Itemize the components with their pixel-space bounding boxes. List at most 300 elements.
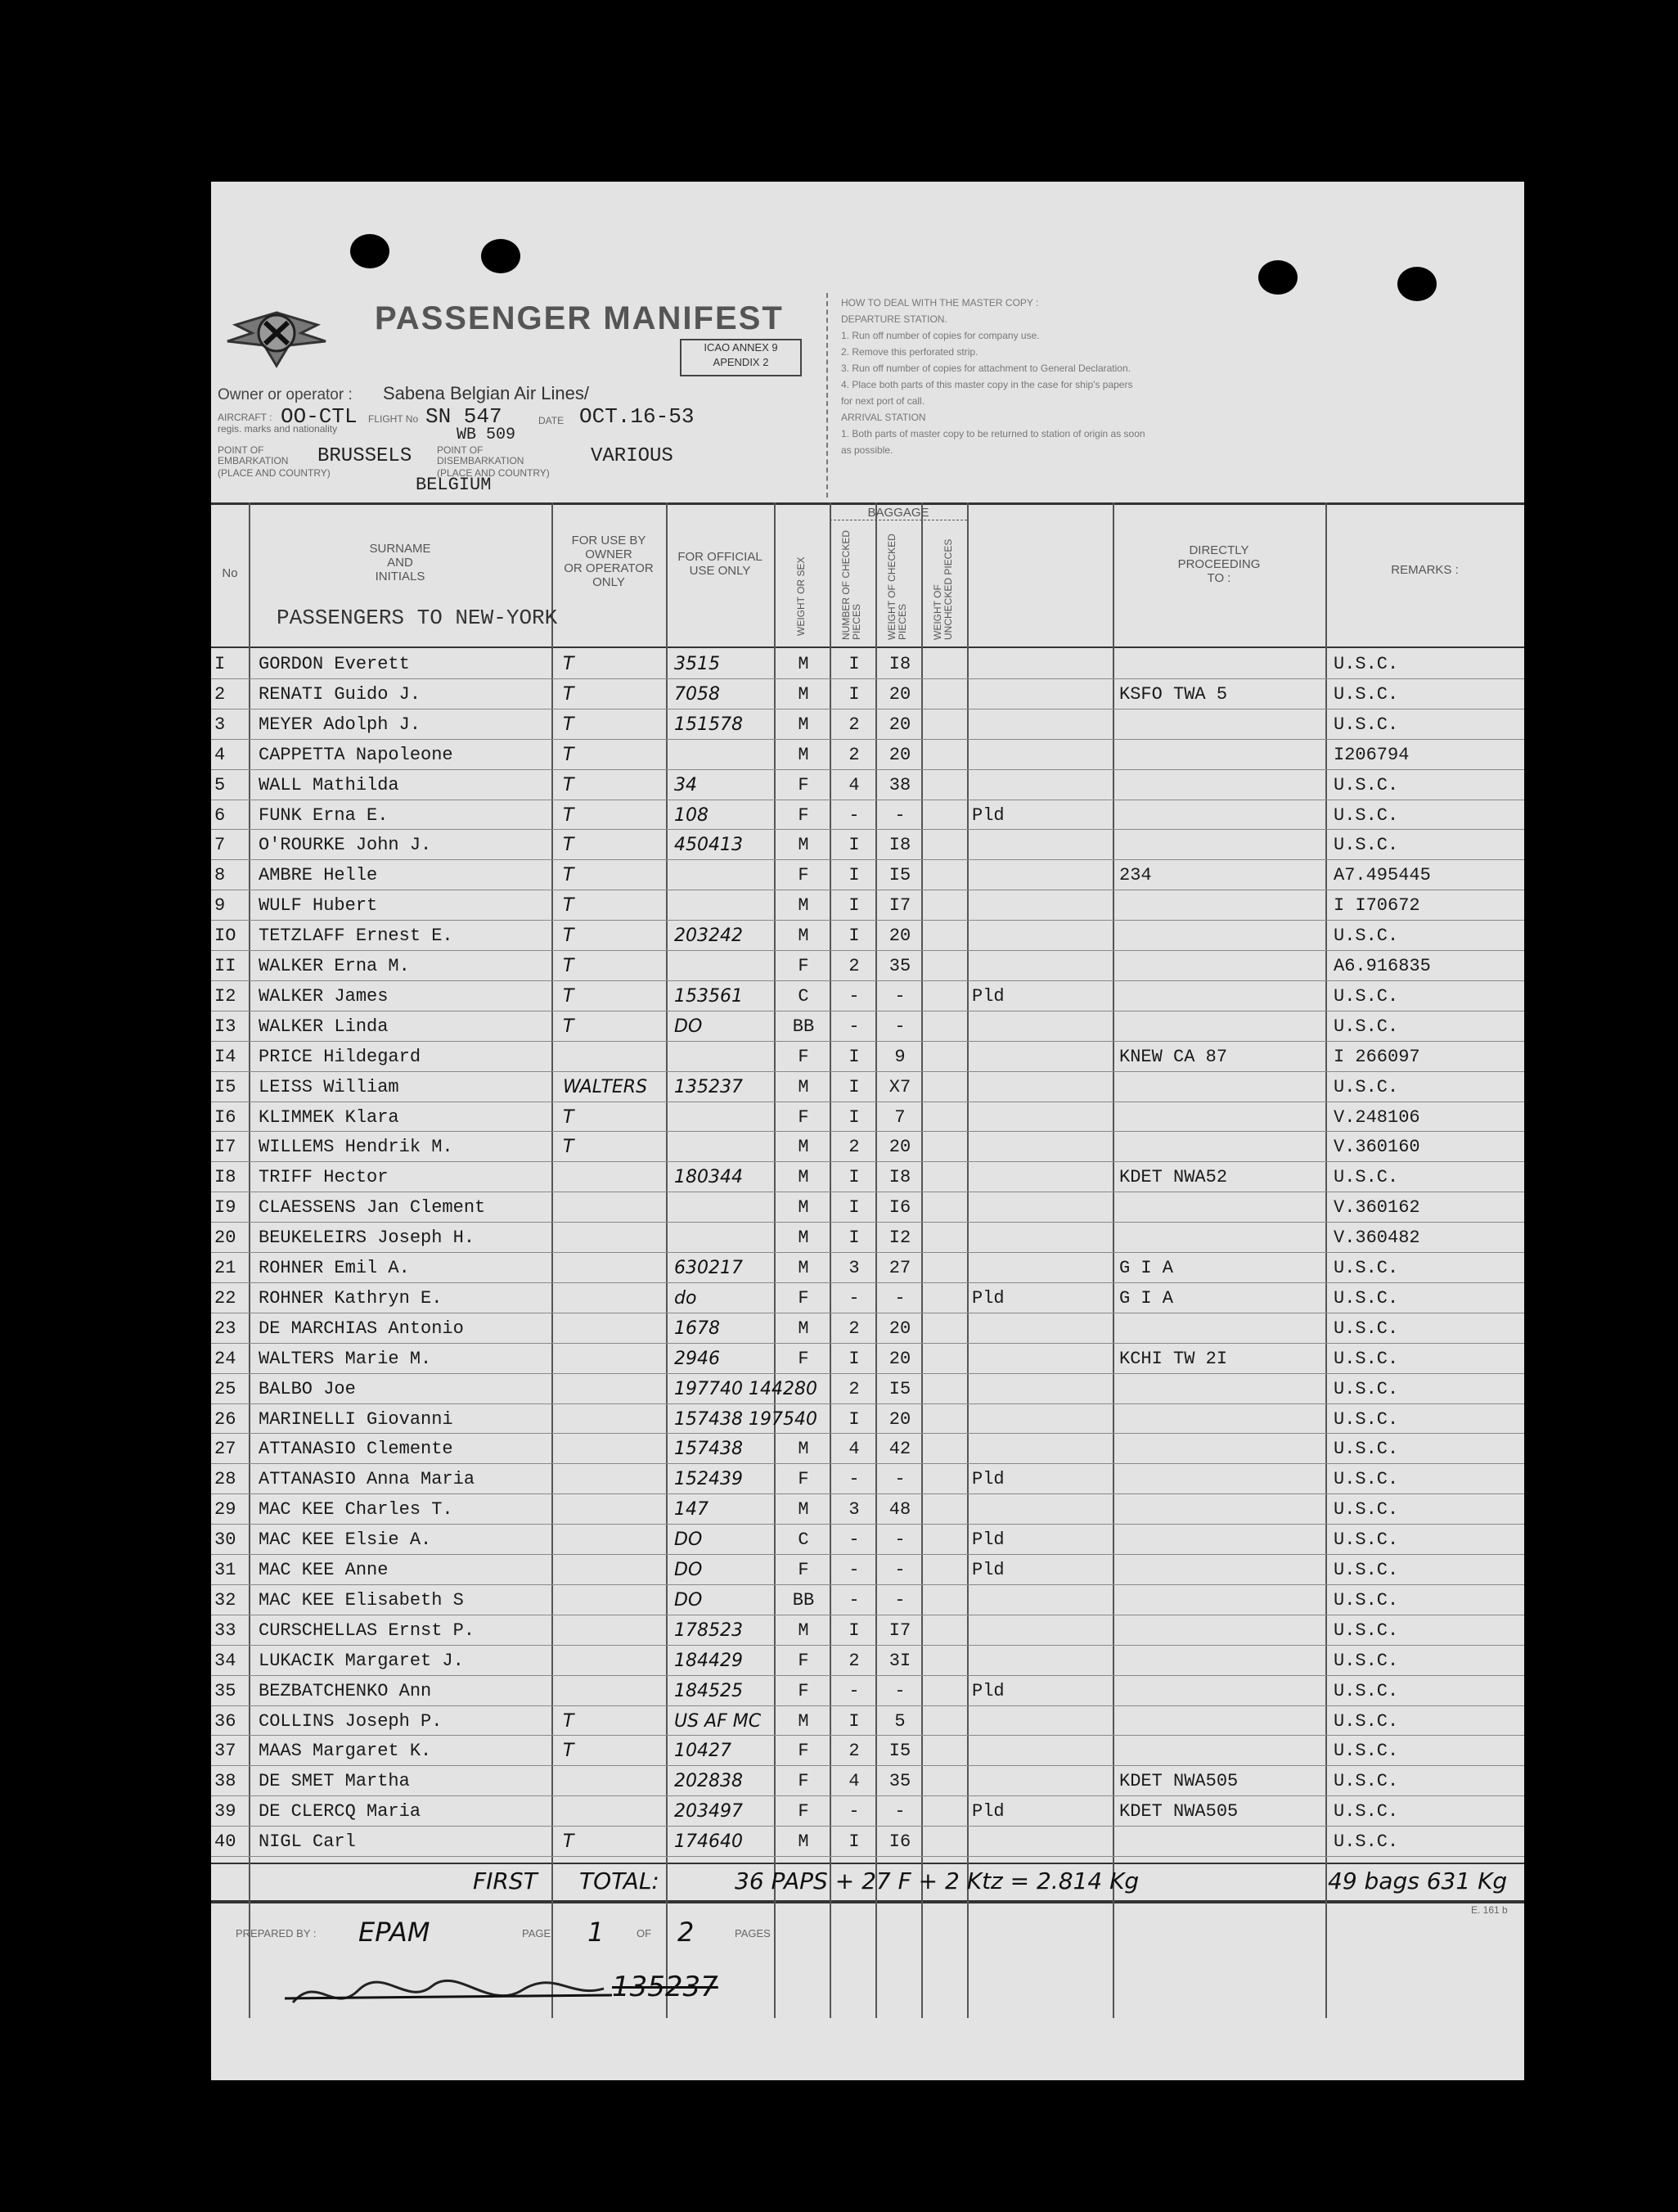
row-no: 6 <box>214 804 226 826</box>
row-no: 29 <box>214 1499 236 1520</box>
checked-pieces: 2 <box>848 714 860 735</box>
weight-or-sex: F <box>798 1560 809 1580</box>
checked-weight: 42 <box>888 1439 911 1460</box>
checked-weight: - <box>894 985 906 1007</box>
weight-or-sex: M <box>798 1499 809 1520</box>
proceeding-to: KDET NWA505 <box>1119 1771 1239 1792</box>
proceeding-to <box>1119 1586 1324 1615</box>
of-label: OF <box>637 1927 652 1939</box>
totals-bags: 49 bags 631 Kg <box>1328 1867 1508 1894</box>
owner-use-mark <box>563 1043 661 1072</box>
proceeding-to: G I A <box>1119 1287 1174 1309</box>
unchecked-weight <box>972 831 1046 860</box>
weight-or-sex: BB <box>792 1016 815 1037</box>
unchecked-weight <box>972 921 1046 951</box>
owner-use-mark: T <box>563 714 574 735</box>
col-header-surname-line: AND <box>387 556 413 570</box>
row-no: I5 <box>214 1076 236 1097</box>
column-divider <box>830 502 831 2018</box>
row-no: 36 <box>214 1710 236 1732</box>
checked-pieces: 2 <box>848 1650 860 1671</box>
remarks: U.S.C. <box>1334 1710 1399 1732</box>
owner-use-mark <box>563 1495 661 1525</box>
row-no: 35 <box>214 1680 236 1701</box>
owner-use-mark: T <box>563 1741 574 1762</box>
passenger-name: LUKACIK Margaret J. <box>259 1650 464 1671</box>
checked-pieces: - <box>848 1469 860 1490</box>
passenger-name: MARINELLI Giovanni <box>259 1408 453 1430</box>
column-divider <box>666 502 668 2018</box>
unchecked-weight <box>972 1012 1046 1042</box>
passenger-name: LEISS William <box>259 1076 399 1097</box>
checked-pieces: 3 <box>848 1258 860 1278</box>
row-no: 28 <box>214 1469 236 1490</box>
column-divider <box>967 502 969 2018</box>
weight-or-sex <box>781 1405 826 1435</box>
proceeding-to: KDET NWA52 <box>1119 1167 1228 1188</box>
official-use-number: 174640 <box>674 1831 743 1853</box>
weight-or-sex: F <box>798 1801 809 1822</box>
col-header-remarks: REMARKS : <box>1391 563 1459 577</box>
official-use-number: do <box>674 1287 697 1309</box>
unchecked-weight <box>972 1073 1046 1102</box>
passenger-name: GORDON Everett <box>259 654 410 674</box>
checked-weight: - <box>894 1529 906 1551</box>
checked-weight: 20 <box>888 1137 911 1158</box>
row-no: 23 <box>214 1318 236 1339</box>
checked-weight: I7 <box>888 1620 911 1641</box>
official-use-number: DO <box>674 1560 703 1580</box>
proceeding-to <box>1119 1193 1324 1223</box>
prepared-label: PREPARED BY : <box>236 1927 317 1939</box>
remarks: U.S.C. <box>1334 1801 1399 1822</box>
proceeding-to <box>1119 1405 1324 1435</box>
official-use-number: DO <box>674 1016 703 1037</box>
row-no: I4 <box>214 1046 236 1067</box>
owner-use-mark: T <box>563 1016 574 1037</box>
checked-pieces: I <box>848 1167 860 1188</box>
embark-country: BELGIUM <box>416 475 492 495</box>
weight-or-sex: M <box>798 1620 809 1641</box>
owner-use-mark <box>563 1193 661 1223</box>
unchecked-weight <box>972 1314 1046 1344</box>
unchecked-weight <box>972 1495 1046 1525</box>
checked-weight: 20 <box>888 926 911 947</box>
official-use-number: 180344 <box>674 1167 743 1188</box>
official-use-number: 197740 144280 <box>674 1378 817 1399</box>
row-no: 5 <box>214 774 226 795</box>
instruction-line: 3. Run off number of copies for attachment to General Declaration. <box>841 363 1131 374</box>
owner-use-mark <box>563 1767 661 1796</box>
weight-or-sex: F <box>798 1469 809 1490</box>
passenger-name: DE SMET Martha <box>259 1771 410 1792</box>
checked-weight: - <box>894 1589 906 1611</box>
checked-weight: I7 <box>888 895 911 917</box>
unchecked-weight <box>972 891 1046 921</box>
passenger-name: MAC KEE Elsie A. <box>259 1529 432 1551</box>
checked-pieces: - <box>848 1801 860 1822</box>
remarks: U.S.C. <box>1334 1831 1399 1853</box>
col-header-weight-unchecked: WEIGHT OF UNCHECKED PIECES <box>932 538 954 640</box>
checked-pieces: - <box>848 1589 860 1611</box>
col-header-weight-sex: WEIGHT OR SEX <box>795 556 807 636</box>
owner-use-mark <box>563 1647 661 1676</box>
unchecked-weight <box>972 1375 1046 1404</box>
unchecked-weight: Pld <box>972 804 1005 826</box>
signature-number: 135237 <box>612 1971 718 2003</box>
passenger-name: WULF Hubert <box>259 895 378 917</box>
owner-use-mark <box>563 1375 661 1404</box>
remarks: I206794 <box>1334 744 1410 765</box>
weight-or-sex: F <box>798 1741 809 1762</box>
owner-label: Owner or operator : <box>218 386 353 403</box>
passenger-name: WALKER Erna M. <box>259 956 410 976</box>
row-no: 24 <box>214 1348 236 1369</box>
owner-use-mark: T <box>563 683 574 705</box>
totals-first: FIRST <box>473 1867 538 1894</box>
unchecked-weight <box>972 771 1046 800</box>
unchecked-weight <box>972 1103 1046 1133</box>
proceeding-to <box>1119 1375 1324 1404</box>
row-no: 39 <box>214 1801 236 1822</box>
instruction-line: as possible. <box>841 444 893 456</box>
checked-pieces: I <box>848 865 860 886</box>
row-no: 30 <box>214 1529 236 1551</box>
remarks: U.S.C. <box>1334 1167 1399 1188</box>
passenger-name: MAAS Margaret K. <box>259 1741 432 1762</box>
owner-use-mark: T <box>563 985 574 1007</box>
manifest-sheet <box>211 182 1524 2080</box>
proceeding-to <box>1119 952 1324 981</box>
proceeding-to <box>1119 1556 1324 1585</box>
proceeding-to <box>1119 891 1324 921</box>
official-use-number: 178523 <box>674 1620 743 1641</box>
passenger-name: MAC KEE Charles T. <box>259 1499 453 1520</box>
remarks: V.248106 <box>1334 1106 1420 1128</box>
col-header-owner-use <box>551 534 666 589</box>
checked-weight: 5 <box>894 1710 906 1732</box>
row-no: II <box>214 956 236 976</box>
checked-weight: I8 <box>888 1167 911 1188</box>
proceeding-to <box>1119 1616 1324 1646</box>
checked-pieces: - <box>848 985 860 1007</box>
proceeding-to <box>1119 1435 1324 1464</box>
weight-or-sex: F <box>798 1106 809 1128</box>
official-use-number: 184429 <box>674 1650 743 1671</box>
checked-pieces: I <box>848 683 860 705</box>
unchecked-weight <box>972 1647 1046 1676</box>
remarks: U.S.C. <box>1334 1650 1399 1671</box>
remarks: U.S.C. <box>1334 1741 1399 1762</box>
checked-pieces: I <box>848 1831 860 1853</box>
passenger-name: MEYER Adolph J. <box>259 714 421 735</box>
instruction-line: ARRIVAL STATION <box>841 412 926 423</box>
passenger-name: MAC KEE Anne <box>259 1560 389 1580</box>
weight-or-sex: M <box>798 895 809 917</box>
remarks: U.S.C. <box>1334 804 1399 826</box>
row-no: 38 <box>214 1771 236 1792</box>
row-no: 37 <box>214 1741 236 1762</box>
punch-hole <box>1258 260 1298 295</box>
row-no: 40 <box>214 1831 236 1853</box>
remarks: U.S.C. <box>1334 835 1399 856</box>
checked-weight: I6 <box>888 1831 911 1853</box>
checked-weight: 3I <box>888 1650 911 1671</box>
passenger-name: DE MARCHIAS Antonio <box>259 1318 464 1339</box>
owner-use-mark <box>563 1556 661 1585</box>
checked-weight: 7 <box>894 1106 906 1128</box>
weight-or-sex: M <box>798 1197 809 1219</box>
instruction-line: 2. Remove this perforated strip. <box>841 346 978 358</box>
remarks: U.S.C. <box>1334 774 1399 795</box>
unchecked-weight <box>972 1737 1046 1766</box>
row-no: 27 <box>214 1439 236 1460</box>
column-divider <box>875 502 877 2018</box>
col-header-num-checked: NUMBER OF CHECKED PIECES <box>840 529 862 640</box>
row-no: 22 <box>214 1287 236 1309</box>
flight-label: FLIGHT No <box>368 413 419 425</box>
instruction-line: 1. Run off number of copies for company use. <box>841 330 1040 341</box>
sabena-wings-logo-icon <box>219 296 334 370</box>
owner-use-mark <box>563 1254 661 1283</box>
flight-value-2: WB 509 <box>457 426 516 444</box>
owner-use-mark: T <box>563 1137 574 1158</box>
proceeding-to: KNEW CA 87 <box>1119 1046 1228 1067</box>
checked-weight: 20 <box>888 714 911 735</box>
page-title: PASSENGER MANIFEST <box>375 300 784 336</box>
unchecked-weight <box>972 650 1046 679</box>
owner-use-mark: T <box>563 1106 574 1128</box>
row-no: 31 <box>214 1560 236 1580</box>
row-no: 20 <box>214 1228 236 1249</box>
owner-value: Sabena Belgian Air Lines/ <box>383 383 589 403</box>
unchecked-weight <box>972 861 1046 890</box>
weight-or-sex: M <box>798 1831 809 1853</box>
proceeding-to <box>1119 1707 1324 1737</box>
weight-or-sex: F <box>798 1680 809 1701</box>
checked-weight: I2 <box>888 1228 911 1249</box>
weight-or-sex: F <box>798 1650 809 1671</box>
column-divider <box>921 502 923 2018</box>
passenger-name: ATTANASIO Clemente <box>259 1439 453 1460</box>
checked-pieces: - <box>848 1016 860 1037</box>
weight-or-sex: M <box>798 744 809 765</box>
checked-weight: - <box>894 804 906 826</box>
passenger-name: BEUKELEIRS Joseph H. <box>259 1228 475 1249</box>
embark-sub: (PLACE AND COUNTRY) <box>218 467 331 479</box>
col-header-official-use <box>666 550 774 578</box>
remarks: U.S.C. <box>1334 1620 1399 1641</box>
proceeding-to <box>1119 650 1324 679</box>
remarks: I I70672 <box>1334 895 1420 917</box>
remarks: U.S.C. <box>1334 1499 1399 1520</box>
icao-annex: ICAO ANNEX 9 <box>704 341 778 354</box>
punch-hole <box>481 239 520 273</box>
embark-label: POINT OF EMBARKATION <box>218 444 289 466</box>
weight-or-sex: F <box>798 1771 809 1792</box>
owner-use-mark: T <box>563 1710 574 1732</box>
col-header-proceeding-line: DIRECTLY <box>1189 543 1249 557</box>
checked-weight: I8 <box>888 654 911 674</box>
col-header-surname-line: SURNAME <box>369 542 431 556</box>
owner-use-mark: T <box>563 835 574 856</box>
remarks: V.360162 <box>1334 1197 1420 1219</box>
checked-pieces: I <box>848 895 860 917</box>
row-no: I3 <box>214 1016 236 1037</box>
punch-hole <box>1397 267 1437 301</box>
column-divider <box>1325 502 1327 2018</box>
proceeding-to <box>1119 831 1324 860</box>
proceeding-to: KCHI TW 2I <box>1119 1348 1228 1369</box>
official-use-number: 152439 <box>674 1469 743 1490</box>
passenger-name: NIGL Carl <box>259 1831 356 1853</box>
col-header-owner-line: OWNER <box>585 547 632 561</box>
official-use-number: 157438 197540 <box>674 1408 817 1430</box>
icao-box <box>680 339 802 376</box>
instruction-line: DEPARTURE STATION. <box>841 313 947 325</box>
col-header-owner-line: FOR USE BY <box>571 534 646 547</box>
remarks: A7.495445 <box>1334 865 1431 886</box>
owner-use-mark: T <box>563 804 574 826</box>
owner-use-mark <box>563 1677 661 1706</box>
table-total-border <box>211 1863 1524 1864</box>
checked-pieces: I <box>848 1046 860 1067</box>
checked-weight: 9 <box>894 1046 906 1067</box>
proceeding-to <box>1119 1827 1324 1857</box>
proceeding-to <box>1119 1012 1324 1042</box>
unchecked-weight <box>972 1193 1046 1223</box>
checked-weight: 20 <box>888 744 911 765</box>
col-header-official-line: USE ONLY <box>689 564 751 578</box>
remarks: U.S.C. <box>1334 654 1399 674</box>
checked-pieces: I <box>848 1620 860 1641</box>
col-header-surname-line: INITIALS <box>375 570 425 583</box>
col-header-official-line: FOR OFFICIAL <box>677 550 763 564</box>
checked-weight: X7 <box>888 1076 911 1097</box>
checked-pieces: 4 <box>848 1439 860 1460</box>
passenger-name: RENATI Guido J. <box>259 683 421 705</box>
unchecked-weight <box>972 1133 1046 1162</box>
of-value: 2 <box>677 1917 695 1948</box>
checked-weight: 27 <box>888 1258 911 1278</box>
row-no: 7 <box>214 835 226 856</box>
passenger-name: COLLINS Joseph P. <box>259 1710 443 1732</box>
owner-use-mark: WALTERS <box>563 1076 648 1097</box>
pages-label: PAGES <box>735 1927 771 1939</box>
unchecked-weight <box>972 1616 1046 1646</box>
row-no: I8 <box>214 1167 236 1188</box>
proceeding-to <box>1119 921 1324 951</box>
remarks: U.S.C. <box>1334 714 1399 735</box>
passenger-name: WALTERS Marie M. <box>259 1348 432 1369</box>
passenger-name: WALL Mathilda <box>259 774 399 795</box>
official-use-number: 151578 <box>674 714 743 735</box>
remarks: V.360482 <box>1334 1228 1420 1249</box>
row-no: 3 <box>214 714 226 735</box>
weight-or-sex: M <box>798 926 809 947</box>
proceeding-to <box>1119 1223 1324 1253</box>
owner-use-mark <box>563 1163 661 1192</box>
unchecked-weight <box>972 952 1046 981</box>
passenger-name: ROHNER Emil A. <box>259 1258 410 1278</box>
owner-use-mark <box>563 1314 661 1344</box>
aircraft-sub: regis. marks and nationality <box>218 423 338 435</box>
unchecked-weight <box>972 710 1046 740</box>
col-header-no: No <box>222 566 238 580</box>
unchecked-weight <box>972 1586 1046 1615</box>
owner-use-mark: T <box>563 956 574 976</box>
passenger-name: TRIFF Hector <box>259 1167 389 1188</box>
section-title: PASSENGERS TO NEW-YORK <box>277 606 558 630</box>
passenger-name: ROHNER Kathryn E. <box>259 1287 443 1309</box>
official-use-number: 157438 <box>674 1439 743 1460</box>
checked-weight: 20 <box>888 1318 911 1339</box>
official-use-number: 2946 <box>674 1348 720 1369</box>
official-use-number: 108 <box>674 804 709 826</box>
weight-or-sex: C <box>798 985 809 1007</box>
proceeding-to <box>1119 1495 1324 1525</box>
disembark-label: POINT OF DISEMBARKATION <box>437 444 524 466</box>
instructions-block <box>841 295 1145 458</box>
column-divider <box>249 502 250 2018</box>
table-header-border <box>211 646 1524 648</box>
proceeding-to <box>1119 1737 1324 1766</box>
owner-use-mark <box>563 1616 661 1646</box>
flight-value: SN 547 <box>425 404 502 429</box>
remarks: U.S.C. <box>1334 1560 1399 1580</box>
unchecked-weight <box>972 1767 1046 1796</box>
aircraft-value: OO-CTL <box>281 404 358 429</box>
owner-use-mark <box>563 1435 661 1464</box>
instruction-line: 4. Place both parts of this master copy in the case for ship's papers <box>841 379 1133 390</box>
page-value: 1 <box>587 1917 605 1948</box>
proceeding-to <box>1119 1133 1324 1162</box>
row-no: I <box>214 654 226 674</box>
proceeding-to <box>1119 710 1324 740</box>
unchecked-weight: Pld <box>972 1801 1005 1822</box>
remarks: U.S.C. <box>1334 926 1399 947</box>
row-no: 8 <box>214 865 226 886</box>
unchecked-weight <box>972 1223 1046 1253</box>
passenger-name: FUNK Erna E. <box>259 804 389 826</box>
checked-pieces: I <box>848 835 860 856</box>
proceeding-to: KDET NWA505 <box>1119 1801 1239 1822</box>
unchecked-weight <box>972 1827 1046 1857</box>
passenger-name: BEZBATCHENKO Ann <box>259 1680 432 1701</box>
weight-or-sex: M <box>798 1137 809 1158</box>
owner-use-mark <box>563 1405 661 1435</box>
checked-pieces: 2 <box>848 1378 860 1399</box>
checked-pieces: 2 <box>848 1741 860 1762</box>
row-no: 33 <box>214 1620 236 1641</box>
remarks: U.S.C. <box>1334 985 1399 1007</box>
official-use-number: 153561 <box>674 985 743 1007</box>
weight-or-sex: BB <box>792 1589 815 1611</box>
row-no: 9 <box>214 895 226 917</box>
aircraft-label: AIRCRAFT : <box>218 412 272 423</box>
checked-weight: 38 <box>888 774 911 795</box>
official-use-number: 147 <box>674 1499 709 1520</box>
owner-use-mark <box>563 1525 661 1555</box>
official-use-number: DO <box>674 1529 703 1551</box>
official-use-number: 135237 <box>674 1076 743 1097</box>
row-no: I9 <box>214 1197 236 1219</box>
checked-weight: I5 <box>888 1378 911 1399</box>
weight-or-sex: M <box>798 683 809 705</box>
checked-pieces: 2 <box>848 1137 860 1158</box>
checked-weight: I5 <box>888 1741 911 1762</box>
unchecked-weight <box>972 1043 1046 1072</box>
